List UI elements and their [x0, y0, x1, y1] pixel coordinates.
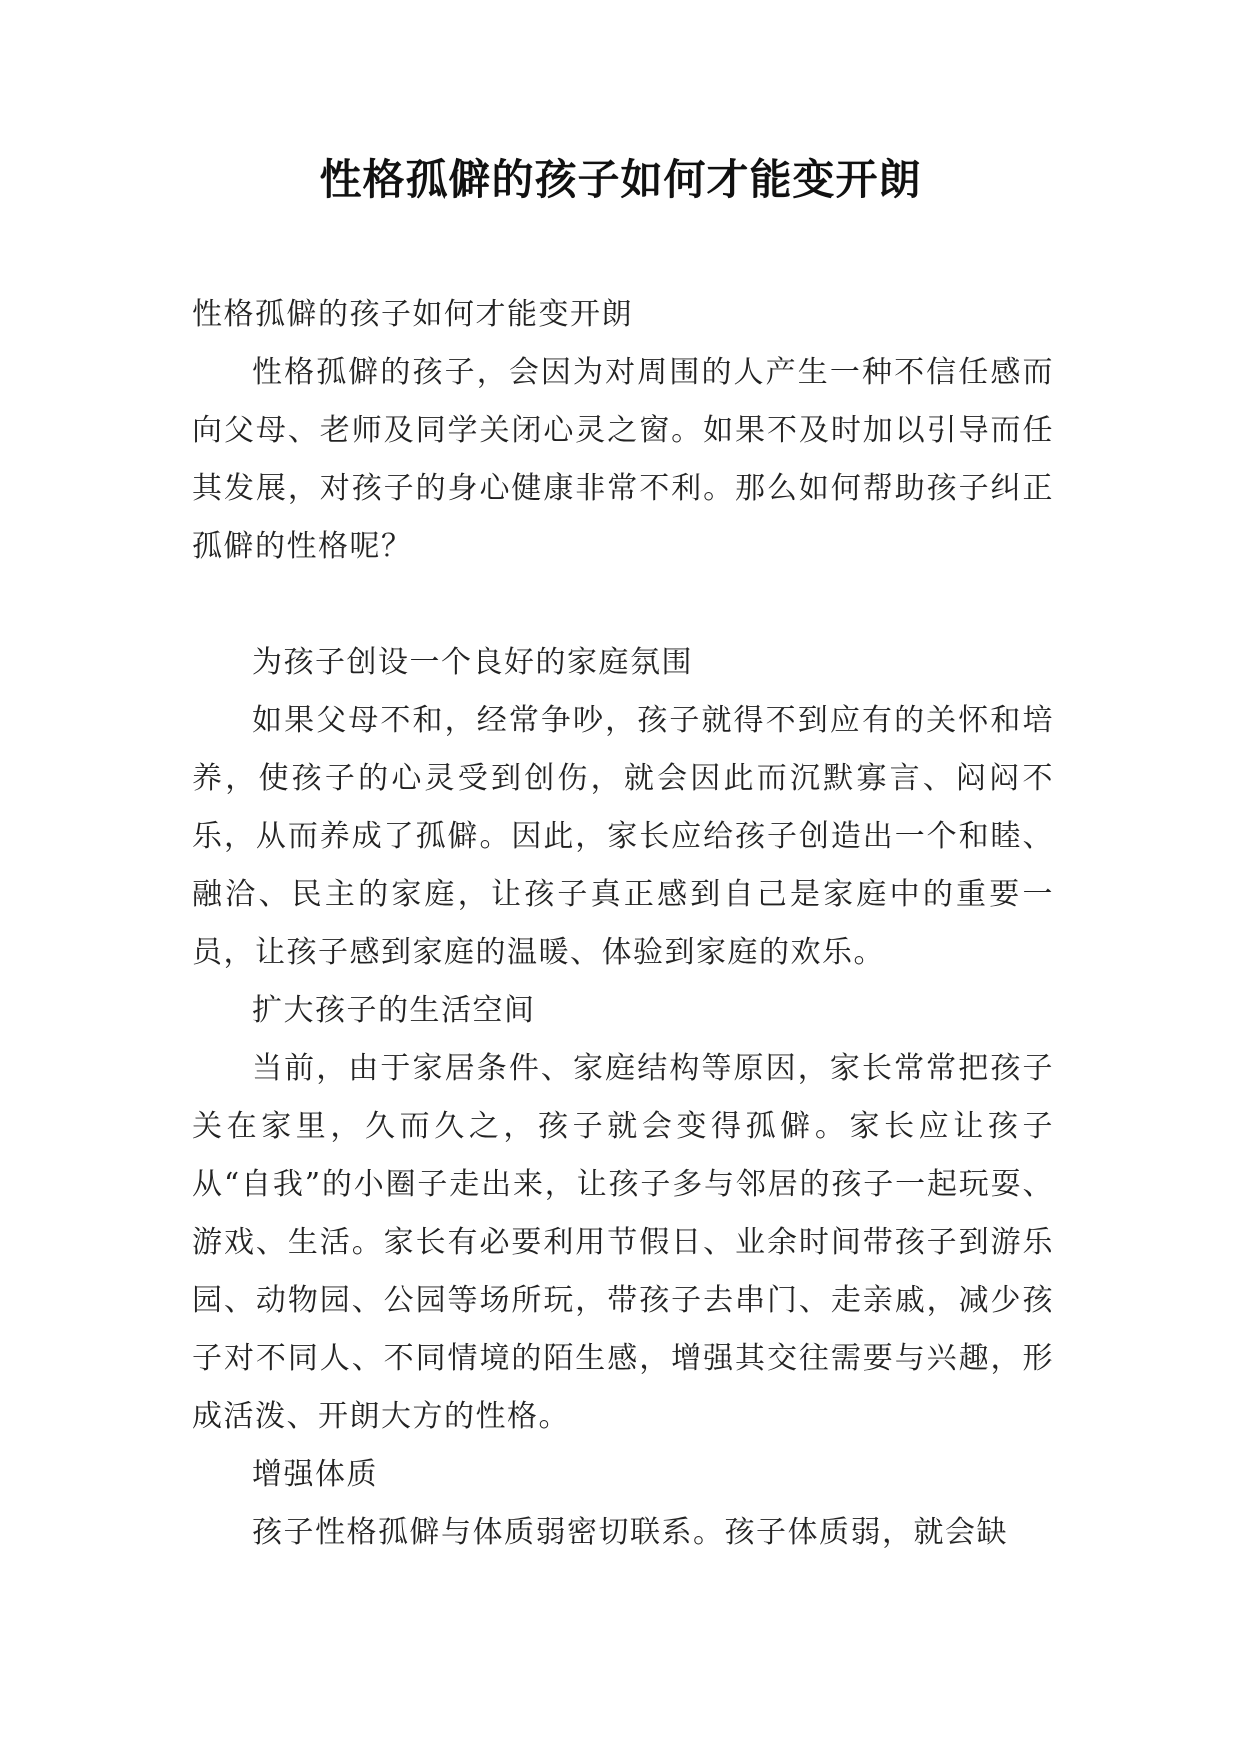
section-paragraph: 如果父母不和，经常争吵，孩子就得不到应有的关怀和培养，使孩子的心灵受到创伤，就会因此而沉默寡言、闷闷不乐，从而养成了孤僻。因此，家长应给孩子创造出一个和睦、融洽、民主的家庭，让孩子真正感到自己是家庭中的重要一员，让孩子感到家庭的温暖、体验到家庭的欢乐。	[192, 703, 1054, 970]
subtitle-line: 性格孤僻的孩子如何才能变开朗	[192, 297, 633, 332]
intro-paragraph: 性格孤僻的孩子，会因为对周围的人产生一种不信任感而向父母、老师及同学关闭心灵之窗。如果不及时加以引导而任其发展，对孩子的身心健康非常不利。那么如何帮助孩子纠正孤僻的性格呢？	[192, 355, 1054, 564]
paragraph-gap	[192, 576, 1054, 634]
section-heading: 增强体质	[252, 1457, 378, 1492]
document-title: 性格孤僻的孩子如何才能变开朗	[319, 155, 922, 204]
document-body	[192, 286, 1054, 1562]
section-heading: 扩大孩子的生活空间	[252, 993, 536, 1028]
section-heading: 为孩子创设一个良好的家庭氛围	[252, 645, 693, 680]
section-paragraph: 孩子性格孤僻与体质弱密切联系。孩子体质弱，就会缺	[252, 1515, 1008, 1550]
section-paragraph: 当前，由于家居条件、家庭结构等原因，家长常常把孩子关在家里，久而久之，孩子就会变得孤僻。家长应让孩子从“自我”的小圈子走出来，让孩子多与邻居的孩子一起玩耍、游戏、生活。家长有必要利用节假日、业余时间带孩子到游乐园、动物园、公园等场所玩，带孩子去串门、走亲戚，减少孩子对不同人、不同情境的陌生感，增强其交往需要与兴趣，形成活泼、开朗大方的性格。	[192, 1051, 1054, 1434]
